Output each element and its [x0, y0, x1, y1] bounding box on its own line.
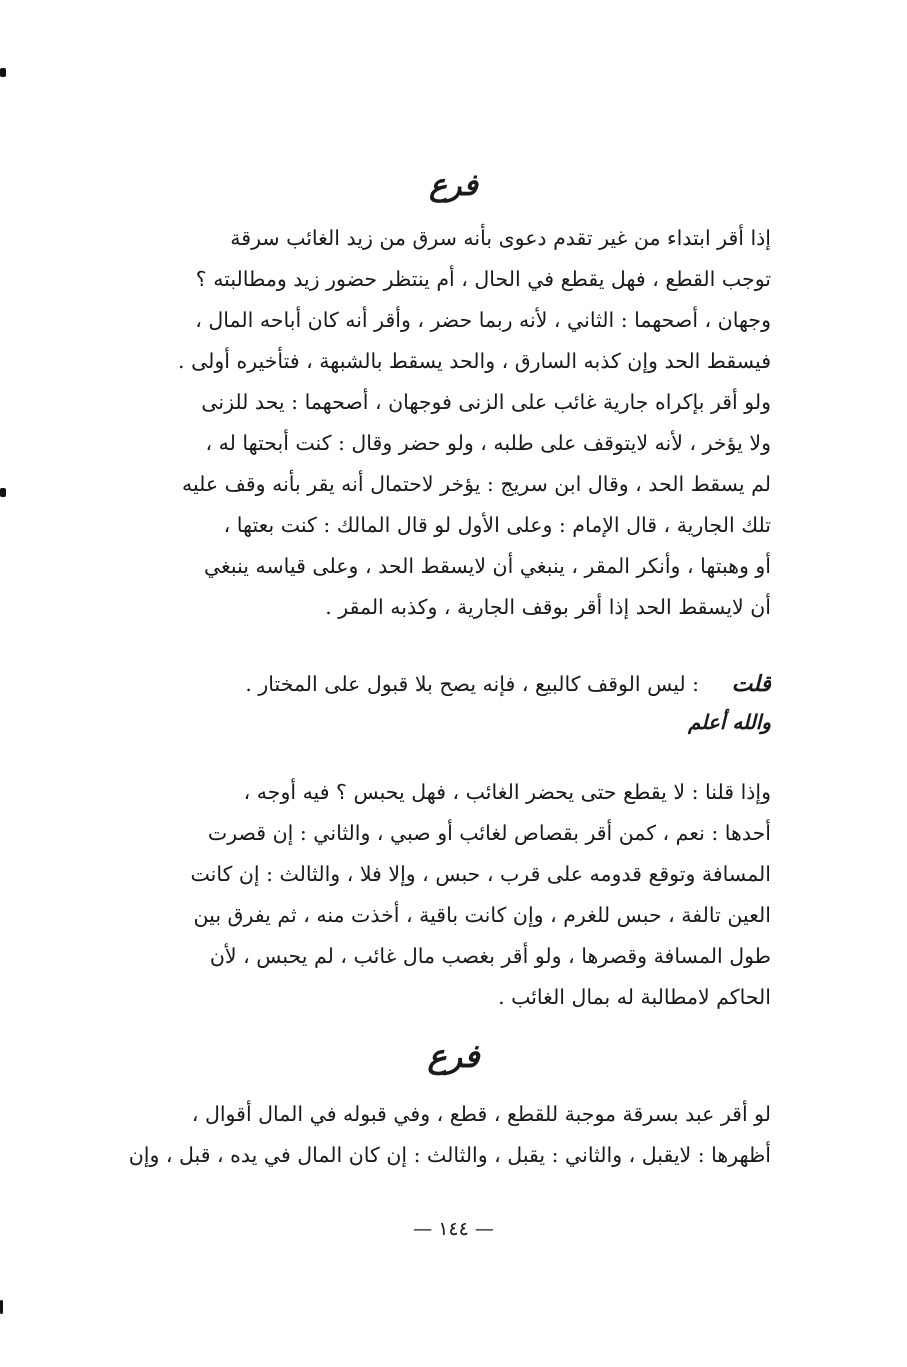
- text-line: طول المسافة وقصرها ، ولو أقر بغصب مال غائب ، لم يحبس ، لأن: [209, 944, 771, 968]
- text-line: أحدها : نعم ، كمن أقر بقصاص لغائب أو صبي ، والثاني : إن قصرت: [207, 821, 771, 845]
- text-line: الحاكم لامطالبة له بمال الغائب .: [498, 985, 771, 1009]
- margin-mark: [0, 488, 6, 497]
- paragraph-2: [128, 772, 771, 1018]
- section-heading: فرع: [429, 168, 478, 203]
- text-line: المسافة وتوقع قدومه على قرب ، حبس ، وإلا فلا ، والثالث : إن كانت: [190, 862, 771, 886]
- text-line: وجهان ، أصحهما : الثاني ، لأنه ربما حضر ، وأقر أنه كان أباحه المال ،: [195, 308, 771, 332]
- text-line: أو وهبتها ، وأنكر المقر ، ينبغي أن لايسقط الحد ، وعلى قياسه ينبغي: [203, 554, 771, 578]
- margin-mark: [0, 1300, 3, 1314]
- note-text: : ليس الوقف كالبيع ، فإنه يصح بلا قبول على المختار .: [245, 672, 700, 696]
- text-line: وإذا قلنا : لا يقطع حتى يحضر الغائب ، فهل يحبس ؟ فيه أوجه ،: [243, 780, 771, 804]
- text-line: لم يسقط الحد ، وقال ابن سريج : يؤخر لاحتمال أنه يقر بأنه وقف عليه: [181, 472, 771, 496]
- text-line: تلك الجارية ، قال الإمام : وعلى الأول لو قال المالك : كنت بعتها ،: [223, 513, 771, 537]
- text-line: العين تالفة ، حبس للغرم ، وإن كانت باقية ، أخذت منه ، ثم يفرق بين: [193, 903, 771, 927]
- text-line: أظهرها : لايقبل ، والثاني : يقبل ، والثالث : إن كان المال في يده ، قبل ، وإن: [128, 1143, 771, 1167]
- text-line: توجب القطع ، فهل يقطع في الحال ، أم ينتظر حضور زيد ومطالبته ؟: [195, 267, 771, 291]
- note-closing: والله أعلم: [687, 710, 771, 734]
- paragraph-3: [128, 1094, 771, 1176]
- author-note: [128, 664, 771, 705]
- text-line: لو أقر عبد بسرقة موجبة للقطع ، قطع ، وفي قبوله في المال أقوال ،: [191, 1102, 771, 1126]
- margin-mark: [0, 68, 6, 77]
- page-number: — ١٤٤ —: [413, 1218, 494, 1240]
- paragraph-1: [128, 218, 771, 628]
- text-line: فيسقط الحد وإن كذبه السارق ، والحد يسقط بالشبهة ، فتأخيره أولى .: [178, 349, 771, 373]
- text-line: إذا أقر ابتداء من غير تقدم دعوى بأنه سرق من زيد الغائب سرقة: [230, 226, 771, 250]
- section-heading: فرع: [427, 1037, 480, 1075]
- note-label: قلت: [731, 671, 771, 697]
- text-line: ولا يؤخر ، لأنه لايتوقف على طلبه ، ولو حضر وقال : كنت أبحتها له ،: [205, 431, 771, 455]
- text-line: ولو أقر بإكراه جارية غائب على الزنى فوجهان ، أصحهما : يحد للزنى: [201, 390, 771, 414]
- text-line: أن لايسقط الحد إذا أقر بوقف الجارية ، وكذبه المقر .: [325, 595, 771, 619]
